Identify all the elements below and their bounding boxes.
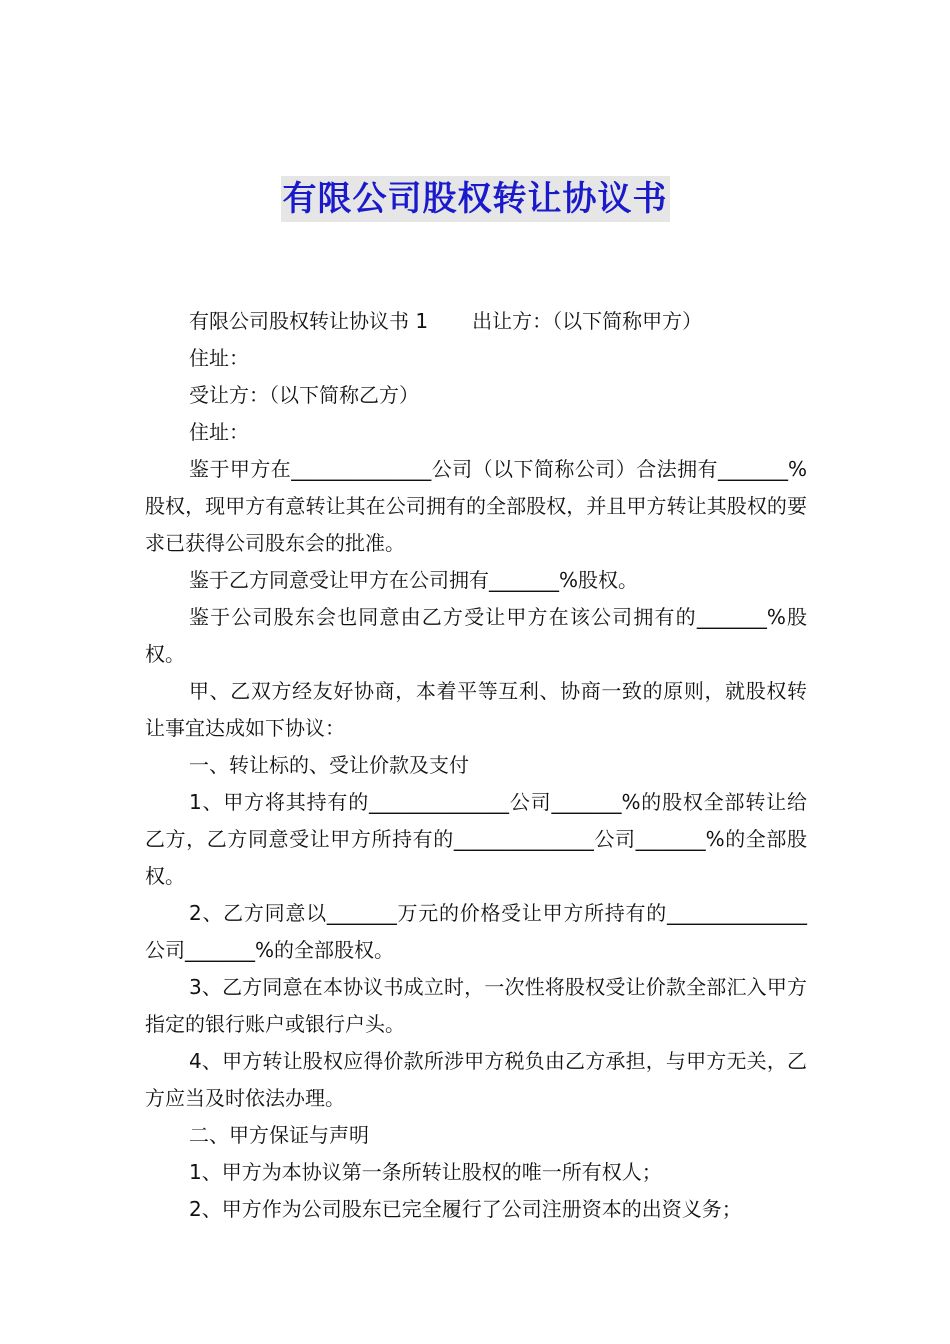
section-heading-2: 二、甲方保证与声明 <box>189 1123 369 1147</box>
document-body <box>145 303 807 1228</box>
paragraph-agreement: 甲、乙双方经友好协商，本着平等互利、协商一致的原则，就股权转让事宜达成如下协议： <box>145 679 807 740</box>
paragraph-whereas-1: 鉴于甲方在______________公司（以下简称公司）合法拥有_______%股权，现甲方有意转让其在公司拥有的全部股权，并且甲方转让其股权的要求已获得公司股东会的批准。 <box>145 457 807 555</box>
clause-2-1: 1、甲方为本协议第一条所转让股权的唯一所有权人； <box>189 1160 662 1184</box>
clause-1-4: 4、甲方转让股权应得价款所涉甲方税负由乙方承担，与甲方无关，乙方应当及时依法办理。 <box>145 1049 807 1110</box>
paragraph-address-1: 住址： <box>189 346 249 370</box>
paragraph-whereas-2: 鉴于乙方同意受让甲方在公司拥有_______%股权。 <box>189 568 639 592</box>
title-wrap <box>0 176 950 222</box>
clause-2-2: 2、甲方作为公司股东已完全履行了公司注册资本的出资义务； <box>189 1197 742 1221</box>
section-heading-1: 一、转让标的、受让价款及支付 <box>189 753 469 777</box>
clause-1-2: 2、乙方同意以_______万元的价格受让甲方所持有的______________公司_______%的全部股权。 <box>145 901 807 962</box>
paragraph-address-2: 住址： <box>189 420 249 444</box>
paragraph-intro <box>145 303 807 340</box>
paragraph-transferee: 受让方：（以下简称乙方） <box>189 383 419 407</box>
paragraph-whereas-3: 鉴于公司股东会也同意由乙方受让甲方在该公司拥有的_______%股权。 <box>145 605 807 666</box>
clause-1-1: 1、甲方将其持有的______________公司_______%的股权全部转让给乙方，乙方同意受让甲方所持有的______________公司_______%的全部股权。 <box>145 790 807 888</box>
doc-subtitle: 有限公司股权转让协议书 1 <box>189 309 429 333</box>
transferor-label: 出让方：（以下简称甲方） <box>472 309 703 333</box>
clause-1-3: 3、乙方同意在本协议书成立时，一次性将股权受让价款全部汇入甲方指定的银行账户或银行户头。 <box>145 975 807 1036</box>
document-title: 有限公司股权转让协议书 <box>281 176 670 222</box>
